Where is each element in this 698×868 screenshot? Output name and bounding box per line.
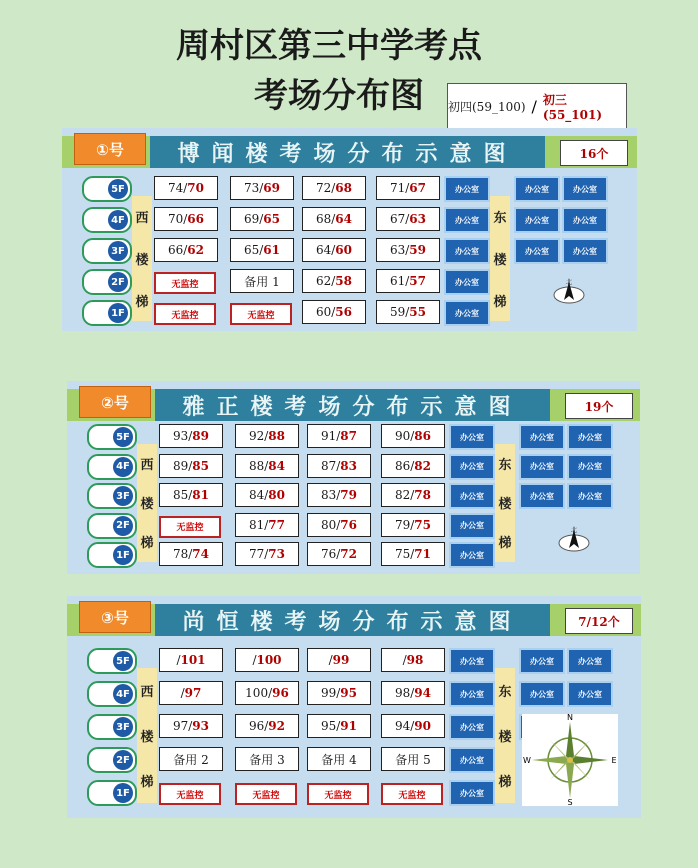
room-grade4-number: 91/ [320,429,341,443]
room-grade3-number: 72 [340,547,357,561]
exam-room [307,424,371,448]
room-grade4-number: 90/ [394,429,415,443]
room-grade4-number: 66/ [167,243,188,257]
no-monitor-room: 无监控 [307,783,369,805]
stair-char: 梯 [498,536,512,552]
floor-label: 5F [108,179,128,199]
room-grade3-number: 76 [340,517,357,532]
no-monitor-room: 无监控 [381,783,443,805]
room-grade3-number: 63 [409,212,426,226]
stair-char: 东 [493,211,507,227]
building-title: 雅正楼考场分布示意图 [155,389,550,421]
office-room: 办公室 [567,424,613,450]
office-room: 办公室 [519,424,565,450]
room-grade3-number: 68 [335,181,352,195]
exam-room [376,300,440,324]
office-room: 办公室 [449,747,495,773]
floor-indicator-1F [87,780,137,806]
office-room: 办公室 [567,648,613,674]
office-room: 办公室 [514,176,560,202]
floor-indicator-5F [82,176,132,202]
no-monitor-room: 无监控 [159,516,221,538]
no-monitor-room: 无监控 [230,303,292,325]
room-grade3-number: 55 [409,305,426,319]
page-subtitle: 考场分布图 [254,76,424,116]
room-grade3-number: 93 [192,719,209,733]
east-stair [490,196,510,321]
no-monitor-room: 无监控 [235,783,297,805]
office-room: 办公室 [444,238,490,264]
stair-char: 西 [135,211,149,227]
no-monitor-room: 无监控 [154,303,216,325]
exam-room [381,424,445,448]
floor-indicator-4F [82,207,132,233]
office-room: 办公室 [562,207,608,233]
office-room: 办公室 [444,176,490,202]
page-title: 周村区第三中学考点 [176,26,482,66]
exam-room [235,747,299,771]
room-grade3-number: 90 [414,719,431,733]
floor-indicator-1F [82,300,132,326]
floor-indicator-1F [87,542,137,568]
stair-char: 西 [140,458,154,474]
room-count-badge: 19个 [565,393,633,419]
room-grade3-number: 99 [332,653,350,667]
office-room: 办公室 [449,780,495,806]
floor-label: 1F [113,545,133,565]
stair-char: 楼 [140,497,154,513]
svg-text:北: 北 [570,527,578,534]
room-grade4-number: 76/ [320,547,341,561]
room-grade4-number: 74/ [167,181,188,195]
stair-char: 东 [498,685,512,700]
floor-label: 4F [108,210,128,230]
stair-char: 西 [140,685,154,700]
stair-char: 楼 [493,252,507,268]
floor-label: 2F [113,750,133,770]
floor-indicator-2F [87,513,137,539]
floor-indicator-3F [87,714,137,740]
stair-char: 梯 [493,294,507,310]
room-grade3-number: 101 [180,653,206,667]
room-grade4-number: 69/ [243,212,264,226]
room-grade3-number: 57 [409,274,426,288]
office-room: 办公室 [444,300,490,326]
exam-room [302,238,366,262]
stair-char: 梯 [498,775,512,790]
exam-room [159,454,223,478]
floor-label: 2F [108,272,128,292]
room-grade4-number: 60/ [315,305,336,319]
room-grade3-number: 82 [414,458,431,473]
room-grade4-number: 备用 5 [395,752,431,767]
exam-room [376,238,440,262]
exam-room [235,483,299,507]
room-grade4-number: 80/ [320,517,341,532]
exam-room [381,648,445,672]
exam-room [381,714,445,738]
svg-text:S: S [567,798,573,806]
room-grade4-number: 94/ [394,719,415,733]
office-room: 办公室 [514,207,560,233]
floor-label: 3F [113,486,133,506]
stair-char: 楼 [498,497,512,513]
office-room: 办公室 [444,269,490,295]
room-grade3-number: 89 [192,429,209,443]
room-grade4-number: 备用 4 [321,752,357,767]
exam-room [159,542,223,566]
room-grade3-number: 94 [414,686,431,700]
exam-room [235,424,299,448]
floor-label: 5F [113,651,133,671]
room-grade4-number: 83/ [320,488,341,502]
room-grade3-number: 66 [187,212,204,226]
office-room: 办公室 [519,483,565,509]
room-grade3-number: 100 [256,653,282,667]
floor-label: 4F [113,457,133,477]
room-grade3-number: 64 [335,212,352,226]
room-grade4-number: 61/ [389,274,410,288]
office-room: 办公室 [449,513,495,539]
room-grade4-number: 99/ [320,686,341,700]
building-number-tag: ②号 [79,386,151,418]
room-grade4-number: 92/ [248,429,269,443]
exam-room [302,176,366,200]
office-room: 办公室 [562,176,608,202]
exam-room [302,207,366,231]
exam-room [159,648,223,672]
exam-room [307,483,371,507]
room-grade3-number: 98 [406,653,424,667]
west-stair [137,668,157,803]
exam-room [307,714,371,738]
exam-room [235,648,299,672]
room-grade3-number: 96 [272,686,289,700]
building-number-tag: ③号 [79,601,151,633]
building-number-tag: ①号 [74,133,146,165]
room-grade3-number: 69 [263,181,280,195]
room-grade4-number: 67/ [389,212,410,226]
exam-room [154,238,218,262]
room-grade3-number: 77 [268,517,285,532]
no-monitor-room: 无监控 [154,272,216,294]
room-grade3-number: 59 [409,243,426,257]
room-grade3-number: 60 [335,243,352,257]
room-grade4-number: / [328,653,333,667]
exam-room [230,238,294,262]
room-grade3-number: 84 [268,458,285,473]
floor-indicator-4F [87,681,137,707]
exam-room [302,300,366,324]
exam-room [159,424,223,448]
exam-room [159,483,223,507]
exam-room [381,747,445,771]
room-grade3-number: 58 [335,274,352,288]
office-room: 办公室 [519,454,565,480]
room-grade3-number: 61 [263,243,280,257]
room-grade3-number: 80 [268,488,285,502]
west-stair [137,444,157,562]
exam-room [376,176,440,200]
floor-indicator-5F [87,648,137,674]
office-room: 办公室 [562,238,608,264]
room-grade4-number: 97/ [172,719,193,733]
room-grade4-number: 73/ [243,181,264,195]
room-grade4-number: / [176,653,181,667]
room-grade3-number: 81 [192,488,209,502]
exam-room [159,681,223,705]
office-room: 办公室 [519,648,565,674]
svg-text:N: N [567,714,573,722]
room-grade4-number: 95/ [320,719,341,733]
room-grade3-number: 83 [340,458,357,473]
room-grade3-number: 78 [414,488,431,502]
building-panel-2 [67,381,640,574]
svg-text:E: E [611,756,617,765]
floor-label: 3F [108,241,128,261]
stair-char: 楼 [135,252,149,268]
room-grade3-number: 71 [414,547,431,561]
room-grade4-number: 70/ [167,212,188,226]
room-grade4-number: / [402,653,407,667]
room-grade3-number: 62 [187,243,204,257]
room-grade3-number: 73 [268,547,285,561]
room-grade4-number: 备用 2 [173,752,209,767]
stair-char: 楼 [498,730,512,745]
floor-indicator-2F [82,269,132,295]
room-count-badge: 7/12个 [565,608,633,634]
exam-room [307,454,371,478]
room-grade3-number: 67 [409,181,426,195]
room-grade4-number: / [252,653,257,667]
floor-label: 1F [113,783,133,803]
building-panel-1 [62,128,637,331]
exam-room [302,269,366,293]
room-grade4-number: 96/ [248,719,269,733]
room-grade3-number: 75 [414,517,431,532]
room-grade4-number: 72/ [315,181,336,195]
office-room: 办公室 [567,681,613,707]
room-grade4-number: / [180,686,185,700]
exam-room [381,681,445,705]
north-compass [557,526,591,556]
room-grade4-number: 68/ [315,212,336,226]
room-grade3-number: 56 [335,305,352,319]
exam-room [159,714,223,738]
building-title: 尚恒楼考场分布示意图 [155,604,550,636]
grade-legend [447,83,627,129]
room-grade4-number: 78/ [172,547,193,561]
room-grade4-number: 85/ [172,488,193,502]
stair-char: 梯 [140,775,154,790]
office-room: 办公室 [514,238,560,264]
floor-indicator-3F [82,238,132,264]
room-grade3-number: 86 [414,429,431,443]
legend-grade3: 初三(55_101) [542,92,603,122]
room-grade4-number: 89/ [172,458,193,473]
office-room: 办公室 [567,483,613,509]
floor-label: 4F [113,684,133,704]
room-grade3-number: 91 [340,719,357,733]
floor-label: 1F [108,303,128,323]
room-grade3-number: 79 [340,488,357,502]
floor-indicator-4F [87,454,137,480]
room-grade3-number: 85 [192,458,209,473]
room-grade4-number: 75/ [394,547,415,561]
room-grade4-number: 63/ [389,243,410,257]
exam-room [381,513,445,537]
exam-room [307,648,371,672]
room-grade3-number: 87 [340,429,357,443]
room-grade4-number: 93/ [172,429,193,443]
room-grade4-number: 64/ [315,243,336,257]
legend-separator: / [531,96,537,116]
room-grade3-number: 92 [268,719,285,733]
office-room: 办公室 [449,542,495,568]
exam-room [235,542,299,566]
svg-text:北: 北 [565,279,573,286]
no-monitor-room: 无监控 [159,783,221,805]
exam-room [154,176,218,200]
office-room: 办公室 [449,483,495,509]
room-grade4-number: 77/ [248,547,269,561]
exam-room [376,207,440,231]
exam-room [376,269,440,293]
floor-indicator-5F [87,424,137,450]
exam-room [307,681,371,705]
building-title: 博闻楼考场分布示意图 [150,136,545,168]
east-stair [495,668,515,803]
floor-indicator-2F [87,747,137,773]
room-grade3-number: 88 [268,429,285,443]
office-room: 办公室 [449,714,495,740]
exam-room [235,513,299,537]
exam-room [154,207,218,231]
room-grade4-number: 88/ [248,458,269,473]
exam-room [159,747,223,771]
stair-char: 梯 [135,294,149,310]
exam-room [235,714,299,738]
west-stair [132,196,152,321]
room-grade3-number: 97 [184,686,202,700]
north-compass [552,278,586,308]
room-grade3-number: 95 [340,686,357,700]
room-grade4-number: 79/ [394,517,415,532]
office-room: 办公室 [449,424,495,450]
floor-indicator-3F [87,483,137,509]
office-room: 办公室 [444,207,490,233]
office-room: 办公室 [449,681,495,707]
room-grade4-number: 65/ [243,243,264,257]
room-count-badge: 16个 [560,140,628,166]
exam-room [307,542,371,566]
room-grade4-number: 81/ [248,517,269,532]
exam-room [235,454,299,478]
exam-room [235,681,299,705]
exam-room [230,207,294,231]
exam-room [307,513,371,537]
exam-room [381,454,445,478]
room-grade4-number: 98/ [394,686,415,700]
office-room: 办公室 [519,681,565,707]
compass-rose [522,714,618,810]
east-stair [495,444,515,562]
office-room: 办公室 [449,648,495,674]
room-grade4-number: 备用 1 [244,274,280,289]
floor-label: 5F [113,427,133,447]
stair-char: 楼 [140,730,154,745]
floor-label: 3F [113,717,133,737]
exam-room [230,176,294,200]
exam-room [381,483,445,507]
office-room: 办公室 [567,454,613,480]
exam-room [230,269,294,293]
legend-grade4: 初四(59_100) [448,99,526,114]
exam-room [307,747,371,771]
building-panel-3 [67,596,641,818]
room-grade3-number: 70 [187,181,204,195]
exam-room [381,542,445,566]
room-grade3-number: 65 [263,212,280,226]
svg-text:W: W [523,756,531,765]
stair-char: 梯 [140,536,154,552]
room-grade4-number: 82/ [394,488,415,502]
office-room: 办公室 [449,454,495,480]
room-grade4-number: 84/ [248,488,269,502]
room-grade4-number: 87/ [320,458,341,473]
room-grade4-number: 59/ [389,305,410,319]
floor-label: 2F [113,516,133,536]
room-grade4-number: 86/ [394,458,415,473]
room-grade4-number: 100/ [245,686,273,700]
room-grade4-number: 备用 3 [249,752,285,767]
room-grade4-number: 62/ [315,274,336,288]
room-grade3-number: 74 [192,547,209,561]
room-grade4-number: 71/ [389,181,410,195]
stair-char: 东 [498,458,512,474]
